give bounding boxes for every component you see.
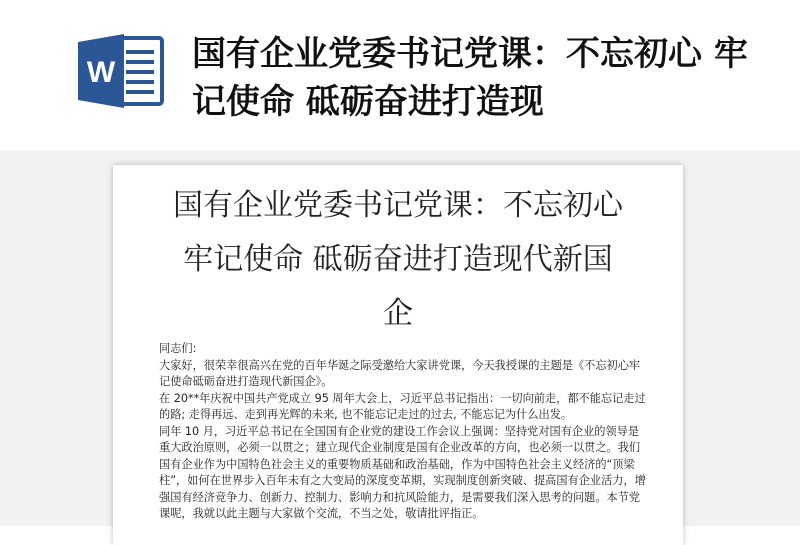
word-document-icon <box>76 30 166 112</box>
document-page <box>113 165 683 545</box>
svg-text:W: W <box>86 56 116 89</box>
document-title <box>143 179 653 341</box>
document-title-line: 国有企业党委书记党课：不忘初心 <box>173 188 623 223</box>
document-title-line: 企 <box>383 296 413 331</box>
paragraph: 同年 10 月，习近平总书记在全国国有企业党的建设工作会议上强调：坚持党对国有企业的领导是重大政治原则，必须一以贯之；建立现代企业制度是国有企业改革的方向，也必须一以贯之。我们国有企业作为中国特色社会主义的重要物质基础和政治基础，作为中国特色社会主义经济的“顶梁柱”，如何在世界步入百年未有之大变局的深度变革期，实现制度创新突破、提高国有企业活力，增强国有经济竞争力、创新力、控制力、影响力和抗风险能力，是需要我们深入思考的问题。本节党课呢，我就以此主题与大家做个交流，不当之处，敬请批评指正。 <box>159 424 646 520</box>
paragraph: 在 20**年庆祝中国共产党成立 95 周年大会上，习近平总书记指出：一切向前走，都不能忘记走过的路; 走得再远、走到再光辉的未来, 也不能忘记走过的过去, 不能忘记为什么出发。 <box>159 391 646 421</box>
paragraph: 大家好，很荣幸很高兴在党的百年华诞之际受邀给大家讲党课，今天我授课的主题是《不忘初心牢记使命砥砺奋进打造现代新国企》。 <box>159 358 641 388</box>
header-title: 国有企业党委书记党课：不忘初心 牢记使命 砥砺奋进打造现 <box>192 34 748 122</box>
document-title-line: 牢记使命 砥砺奋进打造现代新国 <box>183 242 613 277</box>
header <box>0 0 800 160</box>
paragraph-greeting: 同志们: <box>159 342 197 355</box>
document-body <box>159 341 649 523</box>
